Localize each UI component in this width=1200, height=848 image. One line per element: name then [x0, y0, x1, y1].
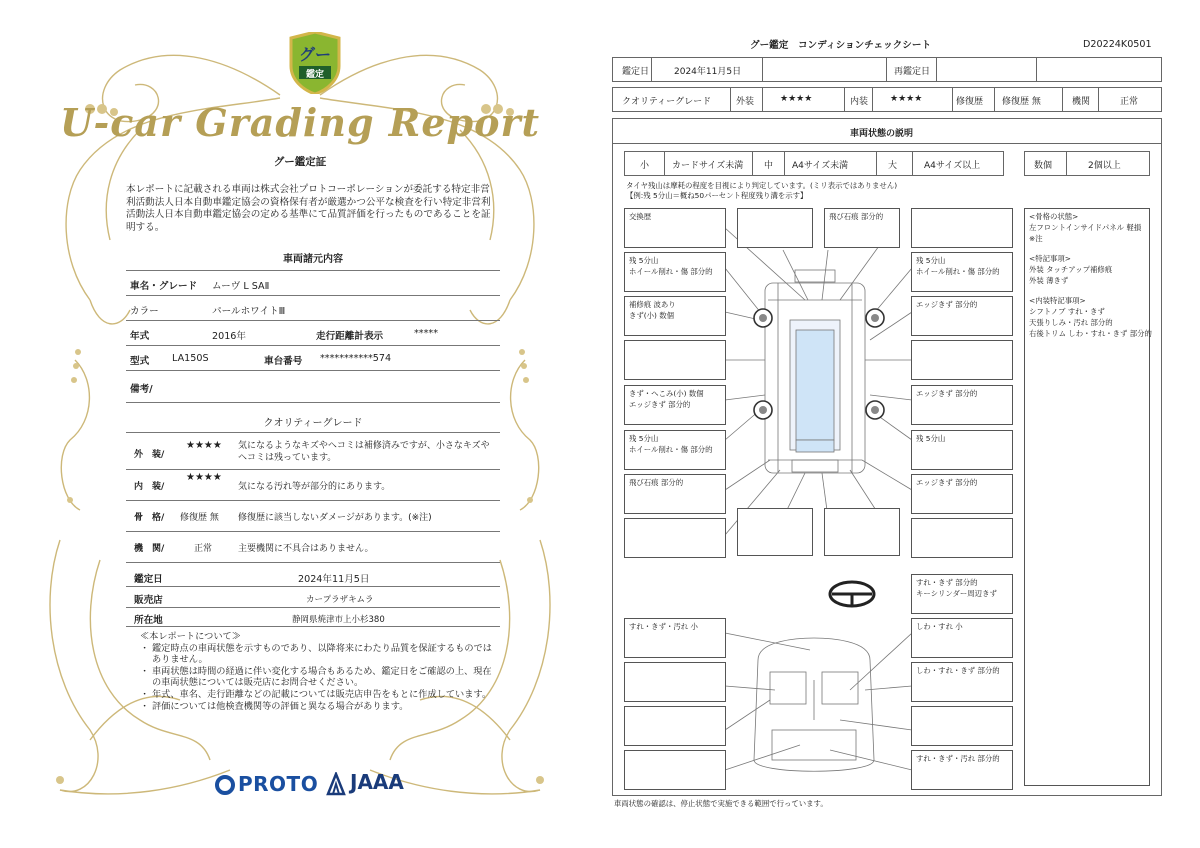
note-text: 評価については他検査機関等の評価と異なる場合があります。 [152, 700, 409, 712]
quality-frame-value: 修復歴 無 [180, 513, 219, 523]
emblem-text-bottom: 鑑定 [305, 70, 325, 80]
sheet-code: D20224K0501 [1083, 39, 1152, 50]
note-line: シフトノブ すれ・きず [1029, 307, 1105, 316]
note-bullet: ・ [140, 642, 150, 654]
legend-large: 大 [888, 161, 898, 171]
box-text: すれ・きず・汚れ 部分的 [916, 754, 1000, 763]
grade-exterior-label: 外装 [736, 97, 755, 107]
sheet-title: グー鑑定 コンディションチェックシート [750, 40, 932, 51]
note-line: <骨格の状態> [1029, 212, 1079, 221]
box-right-5 [911, 430, 1013, 470]
goo-appraisal-emblem [287, 32, 343, 94]
spec-chassis-label: 車台番号 [264, 356, 303, 367]
meta-shop-label: 販売店 [134, 595, 163, 606]
spec-name-label: 車名・グレード [130, 281, 198, 292]
quality-engine-label: 機 関/ [134, 544, 165, 554]
quality-row-engine [126, 532, 500, 563]
emblem-text-top: グー [298, 45, 332, 64]
note-text: 車両状態は時間の経過に伴い変化する場合もあるため、鑑定日をご確認の上、現在の車両状態については販売店にお問合せください。 [152, 665, 492, 689]
grade-engine-label: 機関 [1072, 97, 1091, 107]
meta-row-shop [126, 587, 500, 608]
spacer [1029, 244, 1145, 253]
note-line: 外装 薄きず [1029, 276, 1069, 285]
frame-notes-box [1024, 208, 1150, 786]
box-interior-left-1 [624, 618, 726, 658]
legend-count: 数個 [1034, 161, 1053, 171]
box-left-6 [624, 474, 726, 514]
spec-mileage-label: 走行距離計表示 [316, 331, 384, 342]
note-line: 左フロントインサイドパネル 軽損 [1029, 223, 1142, 232]
script-title: U-car Grading Report [59, 100, 541, 145]
meta-address-value: 静岡県焼津市上小杉380 [292, 615, 385, 625]
spec-model-value: LA150S [172, 353, 209, 364]
box-front-left-top [624, 208, 726, 248]
legend-large-desc: A4サイズ以上 [924, 161, 981, 171]
grade-repair-label: 修復歴 [956, 97, 984, 107]
quality-frame-label: 骨 格/ [134, 513, 165, 523]
certificate-body: 本レポートに記載される車両は株式会社プロトコーポレーションが委託する特定非営利活動法人日本自動車鑑定協会の資格保有者が厳選かつ公平な検査を行い特定非営利活動法人日本自動車鑑定協会の定める基準にて品質評価を行ったものであることを証明する。 [126, 184, 491, 233]
box-text: キーシリンダー周辺きず [916, 589, 997, 598]
grade-interior-label: 内装 [850, 97, 869, 107]
note-line: 外装 タッチアップ補修痕 [1029, 265, 1113, 274]
note-item [140, 701, 500, 713]
box-right-7 [911, 518, 1013, 558]
box-interior-left-3 [624, 706, 726, 746]
reappraisal-label: 再鑑定日 [894, 67, 931, 77]
legend-small: 小 [640, 161, 650, 171]
box-right-6 [911, 474, 1013, 514]
box-text: エッジきず 部分的 [916, 478, 978, 487]
quality-exterior-comment: 気になるようなキズやヘコミは補修済みですが、小さなキズやヘコミは残っています。 [238, 441, 490, 463]
note-bullet: ・ [140, 700, 150, 712]
quality-engine-value: 正常 [194, 544, 213, 554]
grade-engine-value: 正常 [1120, 97, 1139, 107]
spec-mileage-value: ***** [414, 328, 438, 339]
note-line: 天張りしみ・汚れ 部分的 [1029, 318, 1113, 327]
spec-year-value: 2016年 [212, 331, 247, 342]
grade-exterior-value: ★★★★ [780, 94, 813, 104]
spacer [1029, 286, 1145, 295]
condition-check-sheet [600, 0, 1200, 848]
legend-count-desc: 2個以上 [1088, 161, 1121, 171]
date-value: 2024年11月5日 [674, 67, 742, 77]
steering-wheel-icon [830, 582, 874, 606]
section-title: 車両状態の説明 [850, 129, 914, 139]
quality-exterior-label: 外 装/ [134, 450, 165, 460]
note-line: ※注 [1029, 234, 1043, 243]
box-text: エッジきず 部分的 [916, 300, 978, 309]
box-text: きず(小) 数個 [629, 311, 675, 320]
quality-interior-comment: 気になる汚れ等が部分的にあります。 [238, 482, 391, 492]
note-bullet: ・ [140, 665, 150, 677]
box-text: 残 5分山 [916, 434, 946, 443]
box-interior-right-1 [911, 618, 1013, 658]
sheet-footer: 車両状態の確認は、停止状態で実施できる範囲で行っています。 [614, 799, 828, 808]
box-left-3 [624, 340, 726, 380]
box-left-1 [624, 252, 726, 292]
meta-date-value: 2024年11月5日 [298, 574, 370, 585]
date-label: 鑑定日 [622, 67, 650, 77]
box-text: すれ・きず・汚れ 小 [629, 622, 698, 631]
quality-row-exterior [126, 433, 500, 470]
box-text: しわ・すれ・きず 部分的 [916, 666, 1000, 675]
spec-row-name [126, 271, 500, 296]
spec-section-title: 車両諸元内容 [283, 254, 343, 265]
meta-address-label: 所在地 [134, 615, 163, 626]
box-right-4 [911, 385, 1013, 425]
spec-row-color [126, 296, 500, 321]
spec-color-label: カラー [130, 306, 159, 317]
box-text: ホイール削れ・傷 部分的 [629, 445, 713, 454]
meta-row-address [126, 608, 500, 627]
box-rear-center-left [737, 508, 813, 556]
box-rear-center-right [824, 508, 900, 556]
box-text: 残 5分山 [629, 434, 659, 443]
box-interior-right-2 [911, 662, 1013, 702]
box-text: 残 5分山 [629, 256, 659, 265]
note-line: <内装特記事項> [1029, 296, 1086, 305]
box-front-center-left [737, 208, 813, 248]
note-item [140, 689, 500, 701]
box-text: しわ・すれ 小 [916, 622, 963, 631]
spec-row-remarks [126, 374, 500, 403]
box-right-2 [911, 296, 1013, 336]
meta-row-date [126, 566, 500, 587]
box-interior-right-3 [911, 706, 1013, 746]
box-text: ホイール削れ・傷 部分的 [916, 267, 1000, 276]
box-text: 交換歴 [629, 212, 652, 221]
box-text: 補修痕 波あり [629, 300, 676, 309]
spec-row-year [126, 321, 500, 346]
box-front-center-right [824, 208, 900, 248]
jaaa-logo-icon [326, 772, 346, 796]
grade-interior-value: ★★★★ [890, 94, 923, 104]
tire-note: タイヤ残山は摩耗の程度を目視により判定しています。(ミリ表示ではありません) [626, 181, 898, 190]
meta-shop-value: カープラザキムラ [306, 595, 374, 605]
legend-medium: 中 [764, 161, 774, 171]
spec-color-value: パールホワイトⅢ [212, 306, 286, 317]
notes-title: ≪本レポートについて≫ [140, 631, 241, 642]
tire-example: 【例:残 5分山＝概ね50パーセント程度残り溝を示す】 [626, 191, 808, 200]
box-text: 飛び石痕 部分的 [829, 212, 884, 221]
box-text: エッジきず 部分的 [916, 389, 978, 398]
box-text: 飛び石痕 部分的 [629, 478, 684, 487]
legend-medium-desc: A4サイズ未満 [792, 161, 849, 171]
meta-date-label: 鑑定日 [134, 574, 163, 585]
box-left-5 [624, 430, 726, 470]
note-bullet: ・ [140, 688, 150, 700]
box-left-7 [624, 518, 726, 558]
quality-row-interior [126, 470, 500, 501]
spec-chassis-value: ***********574 [320, 353, 392, 364]
spec-row-model [126, 346, 500, 371]
note-text: 年式、車名、走行距離などの記載については販売店申告をもとに作成しています。 [152, 688, 492, 700]
note-line: <特記事項> [1029, 254, 1071, 263]
quality-frame-comment: 修復歴に該当しないダメージがあります。(※注) [238, 513, 432, 523]
note-item [140, 643, 500, 666]
box-text: すれ・きず 部分的 [916, 578, 978, 587]
quality-interior-stars: ★★★★ [186, 472, 222, 483]
box-text: きず・へこみ(小) 数個 [629, 389, 704, 398]
report-notes [140, 631, 500, 712]
proto-logo-text: PROTO [238, 772, 319, 796]
box-steering [911, 574, 1013, 614]
quality-engine-comment: 主要機関に不具合はありません。 [238, 544, 374, 554]
spec-name-value: ムーヴ L SAⅡ [212, 281, 270, 292]
quality-exterior-stars: ★★★★ [186, 440, 222, 451]
note-line: 右後トリム しわ・すれ・きず 部分的 [1029, 329, 1152, 338]
box-interior-left-2 [624, 662, 726, 702]
box-right-1 [911, 252, 1013, 292]
legend-small-desc: カードサイズ未満 [672, 161, 744, 171]
quality-interior-label: 内 装/ [134, 482, 165, 492]
quality-row-frame [126, 501, 500, 532]
note-item [140, 666, 500, 689]
proto-logo-icon [214, 774, 236, 796]
spec-remarks-label: 備考/ [130, 384, 153, 395]
box-text: 残 5分山 [916, 256, 946, 265]
box-front-right-top [911, 208, 1013, 248]
certificate-title: グー鑑定証 [273, 156, 327, 168]
spec-model-label: 型式 [130, 356, 150, 367]
note-text: 鑑定時点の車両状態を示すものであり、以降将来にわたり品質を保証するものではありません。 [152, 642, 492, 666]
box-right-3 [911, 340, 1013, 380]
box-left-4 [624, 385, 726, 425]
grade-repair-value: 修復歴 無 [1002, 97, 1041, 107]
box-left-2 [624, 296, 726, 336]
box-text: エッジきず 部分的 [629, 400, 691, 409]
jaaa-logo-text: JAAA [350, 770, 404, 794]
quality-section-title: クオリティーグレード [263, 418, 363, 429]
box-text: ホイール削れ・傷 部分的 [629, 267, 713, 276]
box-interior-left-4 [624, 750, 726, 790]
spec-year-label: 年式 [130, 331, 150, 342]
box-interior-right-4 [911, 750, 1013, 790]
grade-quality-label: クオリティーグレード [622, 97, 712, 107]
